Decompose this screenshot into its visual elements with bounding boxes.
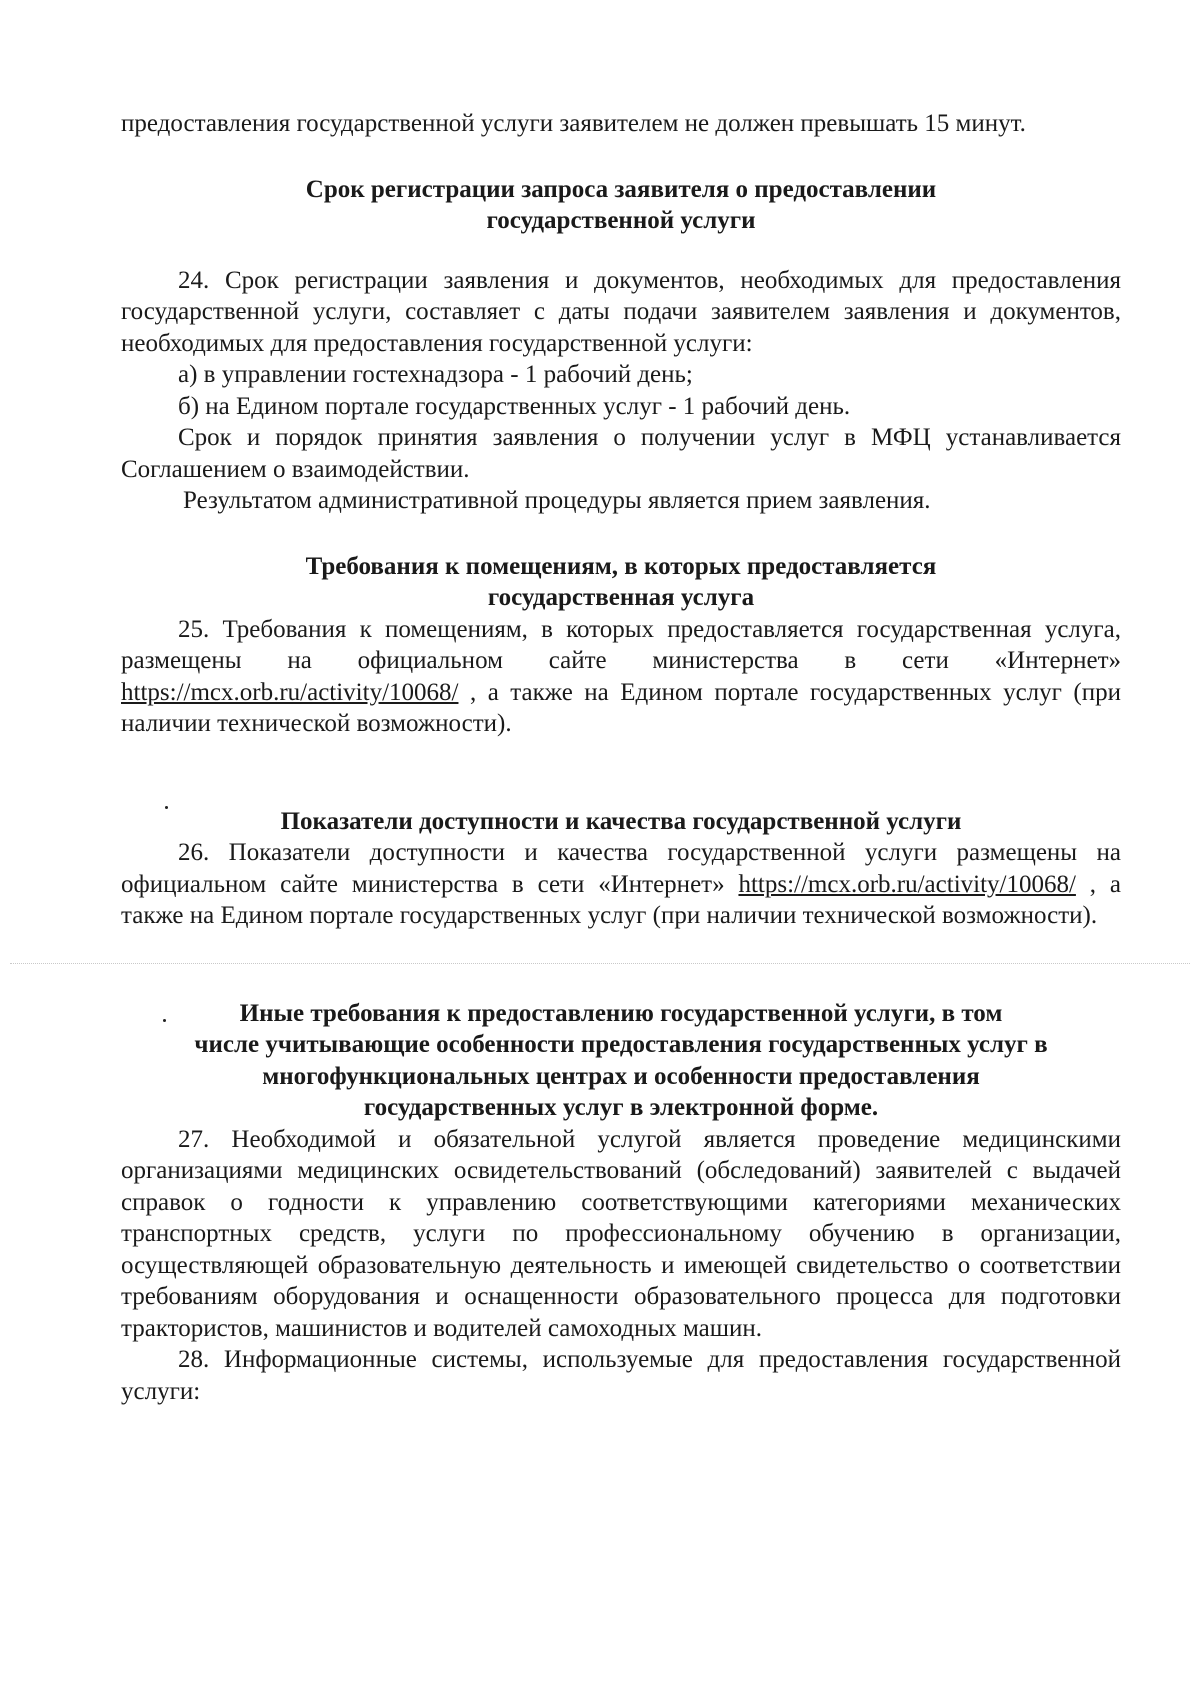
section-heading-quality: Показатели доступности и качества государственной услуги (280, 807, 962, 835)
ministry-activity-link[interactable]: https://mcx.orb.ru/activity/10068/ (121, 678, 459, 706)
paragraph-27: 27. Необходимой и обязательной услугой является проведение медицинскими организациями медицинских освидетельствований (обследований) заявителей с выдачей справок о годности к управлению соответствующими категориями механических транспортных средств, услуги по профессиональному обучению в организации, осуществляющей образовательную деятельность и имеющей свидетельство о соответствии требованиям оборудования и оснащенности образовательного процесса для подготовки трактористов, машинистов и водителей самоходных машин. (121, 1125, 1121, 1342)
section-heading-premises-line2: государственная услуга (487, 584, 755, 611)
paragraph-25 (121, 614, 1121, 740)
section-heading-other-line2: числе учитывающие особенности предоставления государственных услуг в (194, 1031, 1048, 1058)
paragraph-28: 28. Информационные системы, используемые для предоставления государственной услуги: (121, 1346, 1121, 1405)
continuation-paragraph: предоставления государственной услуги заявителем не должен превышать 15 минут. (121, 110, 1026, 137)
list-item-b: б) на Едином портале государственных услуг - 1 рабочий день. (178, 392, 851, 420)
document-body (121, 108, 1121, 1407)
paragraph-mfc: Срок и порядок принятия заявления о получении услуг в МФЦ устанавливается Соглашением о взаимодействии. (121, 424, 1121, 483)
ministry-activity-link[interactable]: https://mcx.orb.ru/activity/10068/ (738, 870, 1076, 898)
paragraph-25-text: 25. Требования к помещениям, в которых предоставляется государственная услуга, размещены на официальном сайте министерства в сети «Интернет» (121, 615, 1121, 674)
paragraph-26-text: 26. Показатели доступности и качества государственной услуги размещены на официальном сайте министерства в сети «Интернет» (121, 839, 1121, 898)
paragraph-26 (121, 837, 1121, 932)
section-heading-other-line4: государственных услуг в электронной форме. (363, 1094, 879, 1121)
paragraph-result: Результатом административной процедуры является прием заявления. (183, 487, 931, 514)
paragraph-26-text-end: , а также на Едином портале государственных услуг (при наличии технической возможности). (121, 870, 1121, 929)
section-heading-premises-line1: Требования к помещениям, в которых предоставляется (305, 552, 937, 580)
section-heading-other-line3: многофункциональных центрах и особенности предоставления (262, 1062, 980, 1090)
paragraph-24: 24. Срок регистрации заявления и документов, необходимых для предоставления государственной услуги, составляет с даты подачи заявителем заявления и документов, необходимых для предоставления государственной услуги: (121, 266, 1121, 357)
section-heading-registration-line2: государственной услуги (486, 207, 756, 234)
section-heading-registration-line1: Срок регистрации запроса заявителя о предоставлении (305, 175, 937, 203)
list-item-a: а) в управлении гостехнадзора - 1 рабочий день; (178, 361, 693, 388)
paragraph-25-text-end: , а также на Едином портале государственных услуг (при наличии технической возможности). (121, 678, 1121, 737)
section-heading-other-line1: Иные требования к предоставлению государственной услуги, в том (239, 999, 1003, 1027)
